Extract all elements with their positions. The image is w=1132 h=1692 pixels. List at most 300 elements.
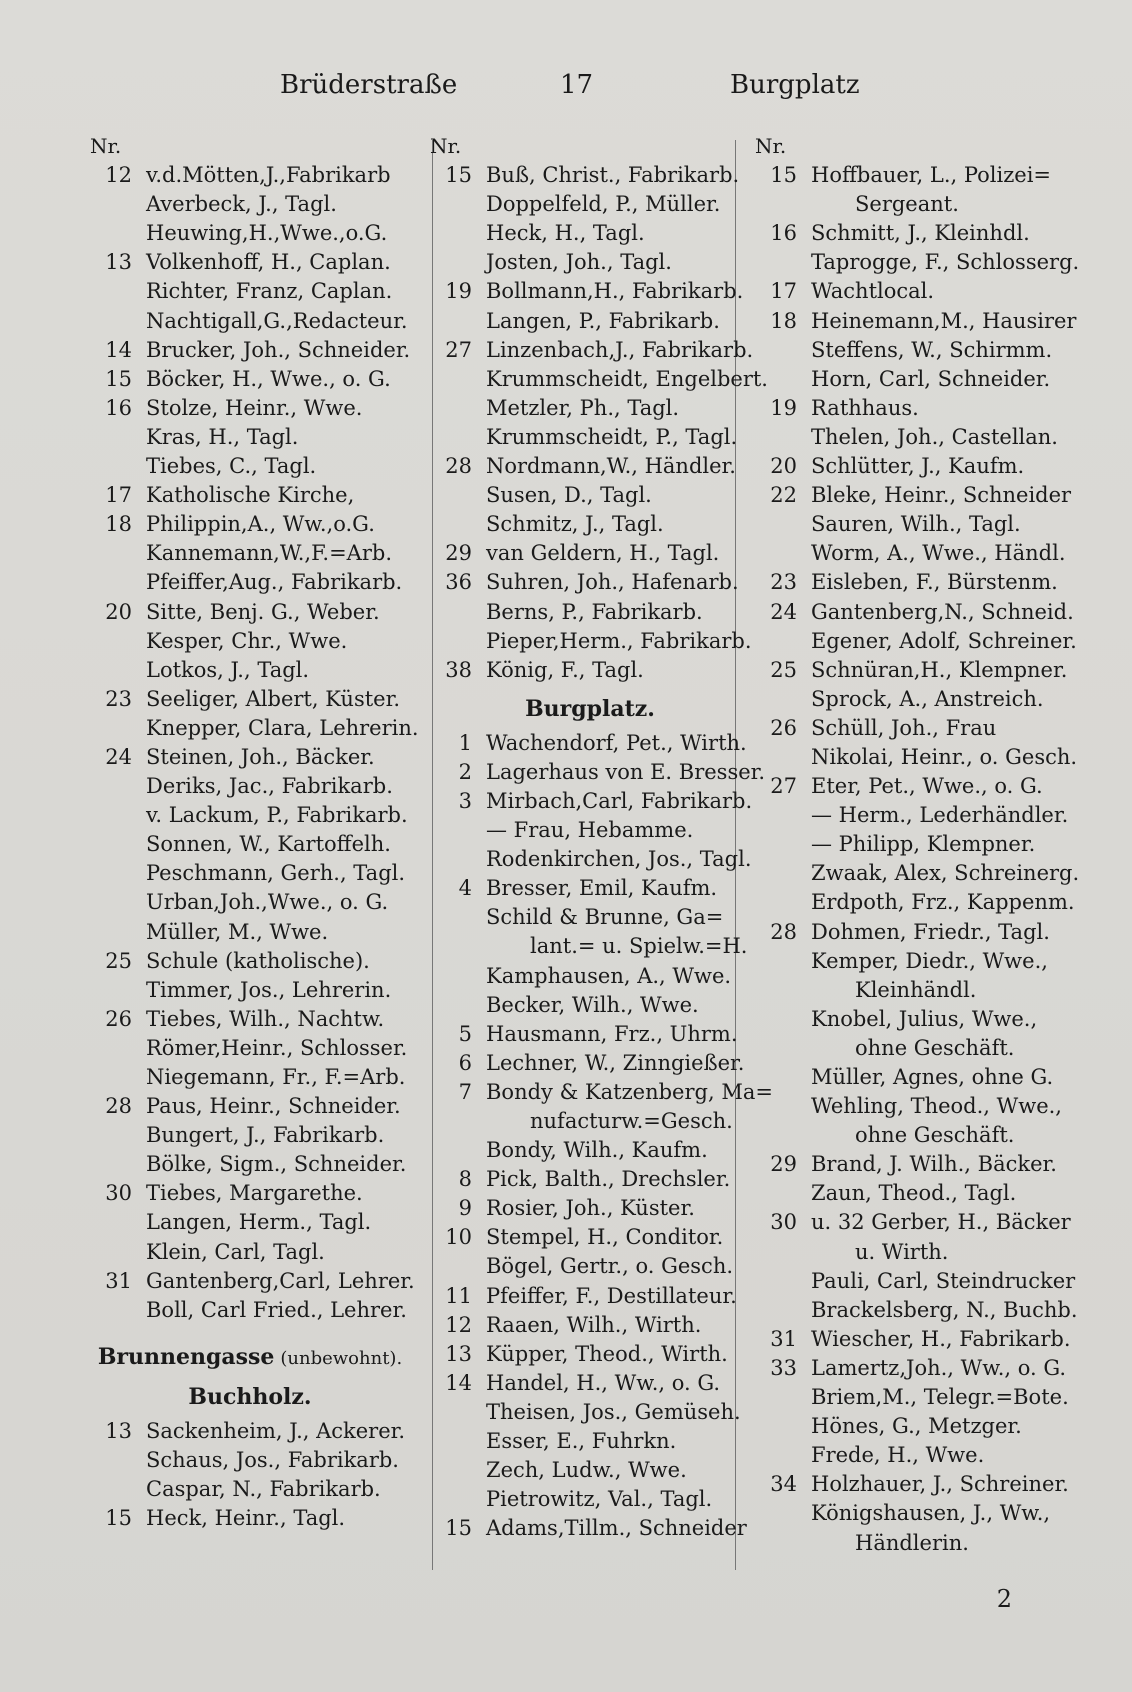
section-burgplatz	[430, 689, 750, 729]
directory-entry	[430, 248, 750, 277]
directory-entry	[755, 1092, 1075, 1121]
directory-entry	[755, 1208, 1075, 1237]
entry-text: Sackenheim, J., Ackerer.	[146, 1418, 406, 1443]
directory-entry	[430, 962, 750, 991]
house-number: 23	[105, 686, 132, 711]
entry-text: Schild & Brunne, Ga=	[486, 905, 724, 930]
directory-entry	[90, 976, 410, 1005]
entry-text: Briem,M., Telegr.=Bote.	[811, 1385, 1069, 1410]
house-number: 23	[770, 570, 797, 595]
entry-text: Becker, Wilh., Wwe.	[486, 992, 699, 1017]
entry-text: Horn, Carl, Schneider.	[811, 366, 1051, 391]
entry-text: Eisleben, F., Bürstenm.	[811, 570, 1058, 595]
directory-entry	[430, 627, 750, 656]
signature-number: 2	[996, 1585, 1012, 1613]
directory-entry	[430, 539, 750, 568]
directory-entry	[430, 816, 750, 845]
entry-text: Josten, Joh., Tagl.	[486, 250, 672, 275]
directory-entry	[755, 336, 1075, 365]
house-number: 19	[445, 279, 472, 304]
header-right-street: Burgplatz	[730, 70, 860, 100]
house-number: 26	[105, 1006, 132, 1031]
directory-entry	[90, 219, 410, 248]
entry-text: Krummscheidt, P., Tagl.	[486, 424, 738, 449]
entry-text: Bögel, Gertr., o. Gesch.	[486, 1254, 734, 1279]
directory-entry	[755, 510, 1075, 539]
house-number: 17	[770, 279, 797, 304]
directory-entry	[90, 947, 410, 976]
entry-text: Worm, A., Wwe., Händl.	[811, 541, 1066, 566]
entry-text: Lagerhaus von E. Bresser.	[486, 759, 766, 784]
entry-text: nufacturw.=Gesch.	[530, 1109, 733, 1133]
directory-entry	[430, 874, 750, 903]
entry-text: Kannemann,W.,F.=Arb.	[146, 541, 393, 566]
directory-entry	[755, 190, 1075, 219]
house-number: 16	[770, 221, 797, 246]
entry-text: ohne Geschäft.	[855, 1123, 1015, 1148]
entry-text: Langen, Herm., Tagl.	[146, 1210, 372, 1235]
house-number: 31	[105, 1268, 132, 1293]
house-number: 31	[770, 1326, 797, 1351]
directory-entry	[90, 394, 410, 423]
directory-entry	[90, 452, 410, 481]
house-number: 30	[770, 1210, 797, 1235]
directory-entry	[90, 598, 410, 627]
directory-entry	[90, 1034, 410, 1063]
directory-entry	[90, 1504, 410, 1533]
directory-entry	[755, 1441, 1075, 1470]
directory-entry	[430, 568, 750, 597]
entry-text: Susen, D., Tagl.	[486, 483, 652, 508]
entry-text: König, F., Tagl.	[486, 657, 644, 682]
entry-text: Tiebes, Wilh., Nachtw.	[146, 1006, 385, 1031]
house-number: 27	[445, 337, 472, 362]
entry-text: Sprock, A., Anstreich.	[811, 686, 1044, 711]
directory-entry	[90, 859, 410, 888]
entry-text: Schnüran,H., Klempner.	[811, 657, 1068, 682]
entry-text: Philippin,A., Ww.,o.G.	[146, 512, 375, 537]
entry-text: Gantenberg,Carl, Lehrer.	[146, 1268, 415, 1293]
entry-text: Tiebes, Margarethe.	[146, 1181, 363, 1206]
directory-entry	[90, 510, 410, 539]
entry-text: Metzler, Ph., Tagl.	[486, 395, 680, 420]
directory-entry	[430, 481, 750, 510]
entry-text: Linzenbach,J., Fabrikarb.	[486, 337, 754, 362]
entry-text: Schmitt, J., Kleinhdl.	[811, 221, 1030, 246]
entry-text: Lamertz,Joh., Ww., o. G.	[811, 1355, 1067, 1380]
entry-text: Knobel, Julius, Wwe.,	[811, 1006, 1038, 1031]
entry-text: Frede, H., Wwe.	[811, 1443, 985, 1468]
directory-entry	[430, 758, 766, 787]
entry-text: Bleke, Heinr., Schneider	[811, 483, 1072, 508]
house-number: 5	[458, 1021, 472, 1046]
directory-entry	[755, 394, 1075, 423]
directory-entry	[755, 161, 1075, 190]
directory-entry	[90, 539, 410, 568]
directory-entry	[755, 947, 1075, 976]
entry-text: Theisen, Jos., Gemüseh.	[486, 1399, 741, 1424]
directory-entry	[430, 932, 750, 961]
entry-text: Heck, H., Tagl.	[486, 221, 645, 246]
entry-text: — Frau, Hebamme.	[486, 818, 694, 843]
directory-entry	[755, 1121, 1075, 1150]
directory-entry	[755, 1296, 1078, 1325]
entry-text: Niegemann, Fr., F.=Arb.	[146, 1065, 406, 1089]
house-number: 17	[105, 483, 132, 508]
entry-text: Bölke, Sigm., Schneider.	[146, 1152, 407, 1177]
directory-entry	[755, 714, 1075, 743]
entry-text: Brand, J. Wilh., Bäcker.	[811, 1152, 1057, 1177]
house-number: 12	[445, 1312, 472, 1337]
house-number: 15	[445, 1516, 472, 1541]
house-number: 7	[458, 1079, 472, 1104]
house-number: 24	[770, 599, 797, 624]
directory-entry	[755, 248, 1080, 277]
house-number: 18	[770, 308, 797, 333]
entry-text: ohne Geschäft.	[855, 1035, 1015, 1060]
house-number: 19	[770, 395, 797, 420]
directory-entry	[755, 1529, 1075, 1558]
directory-entry	[90, 830, 410, 859]
entry-text: Müller, Agnes, ohne G.	[811, 1065, 1054, 1089]
entry-text: Raaen, Wilh., Wirth.	[486, 1312, 702, 1337]
entry-text: Richter, Franz, Caplan.	[146, 279, 393, 304]
directory-entry	[755, 277, 1075, 306]
directory-entry	[430, 307, 750, 336]
entry-text: Dohmen, Friedr., Tagl.	[811, 919, 1050, 944]
house-number: 14	[105, 337, 132, 362]
directory-entry	[90, 1267, 415, 1296]
directory-entry	[90, 336, 410, 365]
directory-entry	[430, 1223, 750, 1252]
column-3	[755, 132, 1080, 1558]
directory-entry	[90, 1475, 410, 1504]
directory-entry	[755, 1412, 1075, 1441]
directory-entry	[430, 656, 750, 685]
house-number: 13	[105, 250, 132, 275]
directory-entry	[90, 1446, 410, 1475]
entry-text: Mirbach,Carl, Fabrikarb.	[486, 788, 753, 813]
directory-entry	[430, 1485, 750, 1514]
directory-entry	[430, 1049, 750, 1078]
directory-entry	[755, 1063, 1075, 1092]
entry-text: Rosier, Joh., Küster.	[486, 1196, 695, 1221]
directory-entry	[90, 772, 410, 801]
directory-entry	[755, 1499, 1075, 1528]
entry-text: Caspar, N., Fabrikarb.	[146, 1477, 381, 1502]
section-buchholz-title: Buchholz.	[188, 1383, 312, 1410]
directory-entry	[430, 1427, 750, 1456]
column-1	[90, 132, 419, 1533]
entry-text: Kamphausen, A., Wwe.	[486, 963, 732, 988]
entry-text: u. 32 Gerber, H., Bäcker	[811, 1210, 1071, 1235]
directory-entry	[90, 1238, 410, 1267]
directory-entry	[90, 1121, 410, 1150]
house-number: 30	[105, 1181, 132, 1206]
entry-text: Taprogge, F., Schlosserg.	[811, 250, 1080, 275]
entry-text: Hönes, G., Metzger.	[811, 1414, 1022, 1439]
directory-entry	[90, 1063, 410, 1092]
directory-entry	[430, 1369, 750, 1398]
directory-entry	[755, 1470, 1075, 1499]
entry-text: Katholische Kirche,	[146, 483, 355, 508]
section-buchholz	[90, 1377, 410, 1417]
house-number: 6	[458, 1050, 472, 1075]
directory-entry	[90, 307, 410, 336]
directory-entry	[430, 1107, 750, 1136]
directory-entry	[755, 627, 1075, 656]
entry-text: Heck, Heinr., Tagl.	[146, 1506, 346, 1531]
entry-text: Bresser, Emil, Kaufm.	[486, 876, 718, 901]
entry-text: Schüll, Joh., Frau	[811, 715, 997, 740]
house-number: 2	[458, 759, 472, 784]
directory-entry	[430, 190, 750, 219]
entry-text: Thelen, Joh., Castellan.	[811, 424, 1058, 449]
house-number: 13	[445, 1341, 472, 1366]
house-number: 27	[770, 774, 797, 799]
directory-entry	[430, 729, 750, 758]
entry-text: Königshausen, J., Ww.,	[811, 1501, 1051, 1526]
entry-text: Wehling, Theod., Wwe.,	[811, 1094, 1062, 1119]
entry-text: Kras, H., Tagl.	[146, 424, 299, 449]
directory-entry	[755, 481, 1075, 510]
entry-text: Handel, H., Ww., o. G.	[486, 1370, 721, 1395]
house-number: 28	[445, 454, 472, 479]
directory-entry	[755, 888, 1075, 917]
directory-entry	[755, 539, 1075, 568]
entry-text: Zech, Ludw., Wwe.	[486, 1458, 687, 1483]
house-number: 9	[458, 1196, 472, 1221]
entry-text: Müller, M., Wwe.	[146, 919, 329, 944]
directory-entry	[90, 918, 410, 947]
directory-entry	[430, 1311, 750, 1340]
directory-entry	[90, 481, 410, 510]
directory-entry	[90, 1005, 410, 1034]
directory-entry	[755, 1179, 1075, 1208]
entry-text: Brackelsberg, N., Buchb.	[811, 1297, 1078, 1322]
house-number: 26	[770, 715, 797, 740]
page-header	[0, 70, 1132, 110]
entry-text: Steffens, W., Schirmm.	[811, 337, 1053, 362]
entry-text: Stempel, H., Conditor.	[486, 1225, 724, 1250]
entry-text: Berns, P., Fabrikarb.	[486, 599, 703, 624]
directory-entry	[430, 598, 750, 627]
house-number: 20	[105, 599, 132, 624]
entry-text: Timmer, Jos., Lehrerin.	[146, 977, 392, 1002]
directory-entry	[430, 365, 768, 394]
entry-text: Eter, Pet., Wwe., o. G.	[811, 774, 1043, 799]
house-number: 22	[770, 483, 797, 508]
entry-text: Kleinhändl.	[855, 977, 977, 1002]
directory-entry	[755, 918, 1075, 947]
directory-entry	[90, 423, 410, 452]
directory-entry	[755, 219, 1075, 248]
directory-entry	[90, 714, 419, 743]
entry-text: Paus, Heinr., Schneider.	[146, 1094, 401, 1119]
entry-text: Sitte, Benj. G., Weber.	[146, 599, 380, 624]
entry-text: Schlütter, J., Kaufm.	[811, 454, 1025, 479]
entry-text: Seeliger, Albert, Küster.	[146, 686, 401, 711]
directory-entry	[755, 859, 1080, 888]
house-number: 36	[445, 570, 472, 595]
directory-entry	[430, 1252, 750, 1281]
entry-text: Händlerin.	[855, 1530, 969, 1555]
directory-entry	[430, 277, 750, 306]
directory-entry	[90, 1179, 410, 1208]
directory-entry	[755, 656, 1075, 685]
directory-entry	[430, 1398, 750, 1427]
directory-entry	[755, 598, 1075, 627]
house-number: 25	[770, 657, 797, 682]
directory-entry	[430, 1165, 750, 1194]
house-number: 28	[105, 1094, 132, 1119]
entry-text: Bondy, Wilh., Kaufm.	[486, 1138, 708, 1163]
entry-text: Gantenberg,N., Schneid.	[811, 599, 1074, 624]
directory-entry	[755, 1034, 1075, 1063]
house-number: 11	[445, 1283, 472, 1308]
entry-text: Langen, P., Fabrikarb.	[486, 308, 720, 333]
entry-text: Boll, Carl Fried., Lehrer.	[146, 1297, 407, 1322]
house-number: 38	[445, 657, 472, 682]
directory-entry	[90, 1092, 410, 1121]
directory-entry	[430, 161, 750, 190]
directory-entry	[430, 336, 754, 365]
directory-entry	[90, 1417, 410, 1446]
directory-entry	[90, 743, 410, 772]
entry-text: Nordmann,W., Händler.	[486, 454, 736, 479]
house-number: 33	[770, 1355, 797, 1380]
directory-entry	[755, 772, 1075, 801]
house-number: 15	[770, 163, 797, 188]
entry-text: Nikolai, Heinr., o. Gesch.	[811, 744, 1078, 769]
directory-entry	[755, 307, 1075, 336]
section-brunnengasse-title: Brunnengasse	[97, 1343, 275, 1370]
directory-entry	[755, 976, 1075, 1005]
directory-entry	[430, 1456, 750, 1485]
directory-entry	[430, 1078, 773, 1107]
directory-entry	[90, 656, 410, 685]
directory-entry	[90, 161, 410, 190]
section-brunnengasse-note: (unbewohnt).	[280, 1347, 403, 1369]
entry-text: Wachtlocal.	[811, 279, 935, 304]
directory-entry	[755, 365, 1075, 394]
entry-text: Wiescher, H., Fabrikarb.	[811, 1326, 1071, 1351]
entry-text: Pfeiffer,Aug., Fabrikarb.	[146, 570, 403, 595]
entry-text: Lechner, W., Zinngießer.	[486, 1050, 745, 1075]
entry-text: Böcker, H., Wwe., o. G.	[146, 366, 391, 391]
directory-entry	[90, 568, 410, 597]
section-burgplatz-title: Burgplatz.	[525, 695, 655, 722]
column-header-nr: Nr.	[430, 134, 462, 158]
entry-text: Nachtigall,G.,Redacteur.	[146, 308, 408, 333]
house-number: 29	[770, 1152, 797, 1177]
entry-text: u. Wirth.	[855, 1239, 949, 1264]
directory-entry	[755, 1354, 1075, 1383]
entry-text: lant.= u. Spielw.=H.	[530, 934, 748, 959]
entry-text: Schmitz, J., Tagl.	[486, 512, 664, 537]
directory-entry	[90, 1150, 410, 1179]
directory-entry	[430, 1194, 750, 1223]
entry-text: van Geldern, H., Tagl.	[486, 541, 720, 566]
entry-text: Kesper, Chr., Wwe.	[146, 628, 348, 653]
directory-entry	[430, 1340, 750, 1369]
entry-text: Pfeiffer, F., Destillateur.	[486, 1283, 737, 1308]
directory-entry	[90, 888, 410, 917]
section-brunnengasse	[90, 1337, 410, 1377]
entry-text: Sauren, Wilh., Tagl.	[811, 512, 1021, 537]
entry-text: Rathhaus.	[811, 395, 919, 420]
house-number: 24	[105, 744, 132, 769]
entry-text: Bollmann,H., Fabrikarb.	[486, 279, 744, 304]
house-number: 14	[445, 1370, 472, 1395]
entry-text: Schaus, Jos., Fabrikarb.	[146, 1447, 399, 1472]
entry-text: Küpper, Theod., Wirth.	[486, 1341, 728, 1366]
header-left-street: Brüderstraße	[280, 70, 458, 100]
entry-text: Hoffbauer, L., Polizei=	[811, 163, 1052, 188]
house-number: 34	[770, 1472, 797, 1497]
column-header-nr: Nr.	[90, 134, 122, 158]
house-number: 10	[445, 1225, 472, 1250]
entry-text: Adams,Tillm., Schneider	[486, 1516, 747, 1541]
directory-entry	[90, 801, 410, 830]
entry-text: Holzhauer, J., Schreiner.	[811, 1472, 1069, 1497]
directory-entry	[755, 801, 1075, 830]
directory-entry	[430, 219, 750, 248]
entry-text: Pieper,Herm., Fabrikarb.	[486, 628, 752, 653]
directory-entry	[755, 685, 1075, 714]
entry-text: Sonnen, W., Kartoffelh.	[146, 832, 391, 857]
house-number: 29	[445, 541, 472, 566]
directory-entry	[755, 568, 1075, 597]
directory-entry	[755, 1150, 1075, 1179]
entry-text: Pauli, Carl, Steindrucker	[811, 1268, 1076, 1293]
directory-entry	[430, 991, 750, 1020]
directory-entry	[430, 1020, 750, 1049]
column-header-nr: Nr.	[755, 134, 787, 158]
entry-text: Wachendorf, Pet., Wirth.	[486, 730, 747, 755]
directory-entry	[755, 423, 1075, 452]
entry-text: Stolze, Heinr., Wwe.	[146, 395, 363, 420]
entry-text: Schule (katholische).	[146, 948, 370, 973]
entry-text: Urban,Joh.,Wwe., o. G.	[146, 890, 389, 915]
house-number: 8	[458, 1167, 472, 1192]
entry-text: Buß, Christ., Fabrikarb.	[486, 163, 740, 188]
directory-entry	[90, 190, 410, 219]
entry-text: Zwaak, Alex, Schreinerg.	[811, 861, 1080, 886]
directory-entry	[755, 452, 1075, 481]
directory-entry	[430, 1136, 750, 1165]
entry-text: Steinen, Joh., Bäcker.	[146, 744, 375, 769]
page-number: 17	[560, 70, 594, 100]
entry-text: — Herm., Lederhändler.	[811, 803, 1069, 828]
entry-text: Krummscheidt, Engelbert.	[486, 366, 768, 391]
house-number: 13	[105, 1418, 132, 1443]
entry-text: Lotkos, J., Tagl.	[146, 657, 310, 682]
directory-entry	[430, 452, 750, 481]
entry-text: Volkenhoff, H., Caplan.	[146, 250, 391, 275]
directory-entry	[430, 787, 753, 816]
entry-text: Tiebes, C., Tagl.	[146, 454, 317, 479]
entry-text: Hausmann, Frz., Uhrm.	[486, 1021, 738, 1046]
directory-entry	[90, 277, 410, 306]
entry-text: Doppelfeld, P., Müller.	[486, 192, 721, 217]
directory-entry	[755, 1005, 1075, 1034]
entry-text: Knepper, Clara, Lehrerin.	[146, 715, 419, 740]
entry-text: v. Lackum, P., Fabrikarb.	[146, 803, 408, 828]
directory-entry	[90, 1296, 410, 1325]
directory-entry	[430, 845, 750, 874]
entry-text: Pick, Balth., Drechsler.	[486, 1167, 731, 1192]
